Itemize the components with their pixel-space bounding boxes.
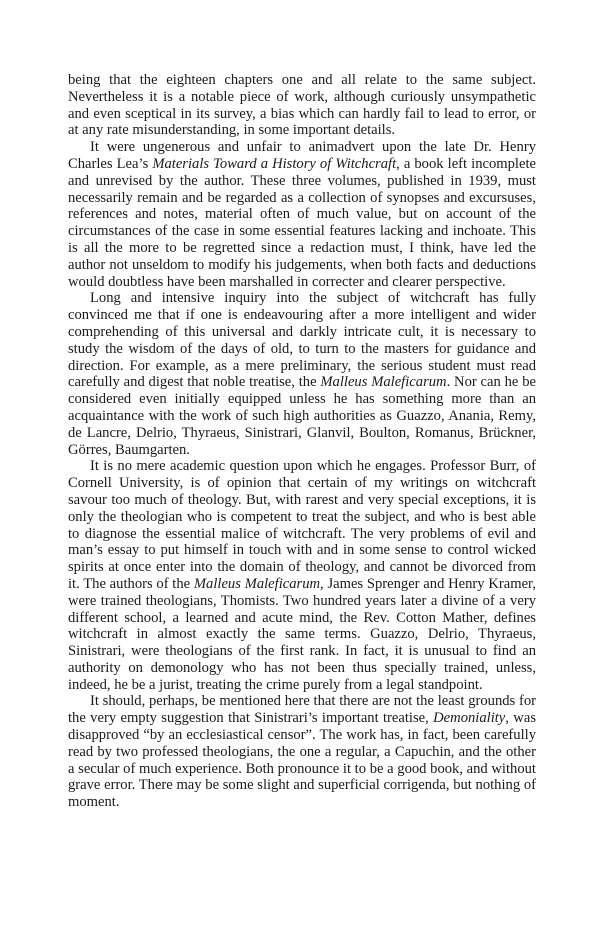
book-title-lea-materials: Materials Toward a History of Witchcraft [152, 155, 397, 172]
paragraph-3-text-b: . Nor can he be considered even initially equipped unless he has something more than an acquaintance with the work of such high authorities as Guazzo, Anania, Remy, de Lancre, Delrio, Thyraeus, Sinistrari, Glanvil, Boulton, Romanus, Brückner, Görres, Baumgarten. [68, 374, 536, 458]
paragraph-2-text-a: It were ungenerous and unfair to animadvert upon the late Dr. Henry Charles Lea’s [68, 139, 536, 172]
book-title-malleus-maleficarum: Malleus Maleficarum [320, 374, 447, 391]
book-title-malleus-maleficarum-2: Malleus Maleficarum [193, 575, 321, 592]
paragraph-3-text-a: Long and intensive inquiry into the subject of witchcraft has fully convinced me that if one is endeavouring after a more intelligent and wider comprehending of this universal and darkly intricate cult, it is necessary to study the wisdom of the days of old, to turn to the masters for guidance and direction. For example, as a mere preliminary, the serious student must read carefully and digest that noble treatise, the [68, 290, 536, 391]
book-page-text [68, 72, 536, 811]
book-title-demoniality: Demoniality [433, 710, 506, 727]
paragraph-4 [68, 458, 536, 693]
paragraph-2 [68, 139, 536, 290]
paragraph-4-text-a: It is no mere academic question upon which he engages. Professor Burr, of Cornell University, is of opinion that certain of my writings on witchcraft savour too much of theology. But, with rarest and very special exceptions, it is only the theologian who is competent to treat the subject, and who is best able to diagnose the essential malice of witchcraft. The very problems of evil and man’s essay to put himself in touch with and in some sense to control wicked spirits at once enter into the domain of theology, and cannot be divorced from it. The authors of the [68, 458, 536, 592]
paragraph-4-text-b: , James Sprenger and Henry Kramer, were trained theologians, Thomists. Two hundred years later a divine of a very different school, a learned and acute mind, the Rev. Cotton Mather, defines witchcraft in almost exactly the same terms. Guazzo, Delrio, Thyraeus, Sinistrari, were theologians of the first rank. In fact, it is unusual to find an authority on demonology who has not been thus specially trained, unless, indeed, he be a jurist, treating the crime purely from a legal standpoint. [68, 575, 536, 693]
paragraph-5-text-a: It should, perhaps, be mentioned here that there are not the least grounds for the very empty suggestion that Sinistrari’s important treatise, [68, 693, 536, 727]
paragraph-3 [68, 290, 536, 458]
paragraph-5 [68, 693, 536, 811]
paragraph-1-text: being that the eighteen chapters one and all relate to the same subject. Nevertheless it is a notable piece of work, although curiously unsympathetic and even sceptical in its survey, a bias which can hardly fail to lead to error, or at any rate misunderstanding, in some important details. [68, 72, 536, 139]
paragraph-2-text-b: , a book left incomplete and unrevised by the author. These three volumes, published in 1939, must necessarily remain and be regarded as a collection of synopses and excursuses, references and notes, material often of much value, but on account of the circumstances of the case in some essential features lacking and inchoate. This is all the more to be regretted since a redaction must, I think, have led the author not unseldom to modify his judgements, when both facts and deductions would doubtless have been marshalled in correcter and clearer perspective. [68, 155, 536, 290]
paragraph-1 [68, 72, 536, 139]
paragraph-5-text-b: , was disapproved “by an ecclesiastical censor”. The work has, in fact, been carefully read by two professed theologians, the one a regular, a Capuchin, and the other a secular of much experience. Both pronounce it to be a good book, and without grave error. There may be some slight and superficial corrigenda, but nothing of moment. [68, 710, 536, 811]
